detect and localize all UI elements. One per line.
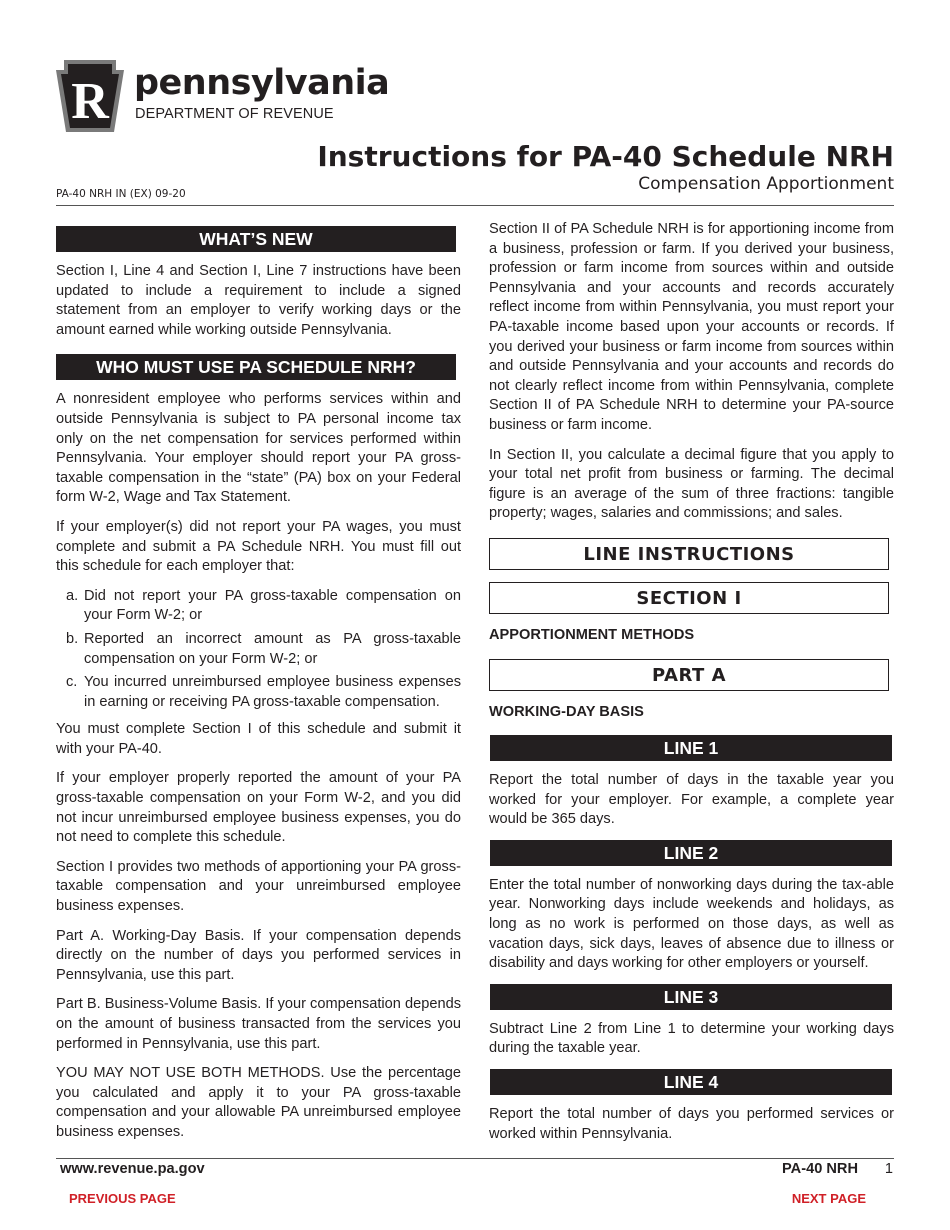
previous-page-link[interactable]: PREVIOUS PAGE [69,1191,176,1206]
list-item [56,673,461,712]
line-2-heading: LINE 2 [490,840,892,866]
header-divider [56,205,894,206]
paragraph: If your employer(s) did not report your PA wages, you must complete and submit a PA Schedule NRH. You must fill out this schedule for each employer that: [56,518,461,575]
list-item-text: You incurred unreimbursed employee business expenses in earning or receiving PA gross-taxable compensation. [84,674,461,710]
page-number: 1 [884,1161,893,1177]
paragraph: A nonresident employee who performs services within and outside Pennsylvania is subject to PA personal income tax only on the net compensation for services performed within Pennsylvania. Your employer should report your PA gross-taxable compensation in the “state” (PA) box on your Federal form W-2, Wage and Tax Statement. [56,391,461,506]
page-title: Instructions for PA-40 Schedule NRH [317,140,894,173]
keystone-logo-icon [56,60,124,132]
paragraph: In Section II, you calculate a decimal figure that you apply to your total net profit from business or farming. The decimal figure is an average of the sum of three fractions: tangible property; wages, salaries and commissions; and sales. [489,446,894,522]
line-1-text: Report the total number of days in the taxable year you worked for your employer. For example, a complete year would be 365 days. [489,772,894,828]
list-marker: b. [66,630,79,647]
website-url: www.revenue.pa.gov [60,1161,205,1177]
footer-divider [56,1158,894,1159]
section-i-heading: SECTION I [489,582,889,614]
line-1-heading: LINE 1 [490,735,892,761]
who-must-use-heading: WHO MUST USE PA SCHEDULE NRH? [56,354,456,380]
employer-conditions-list [56,587,461,713]
line-4-text: Report the total number of days you performed services or worked within Pennsylvania. [489,1106,894,1142]
logo-department: DEPARTMENT OF REVENUE [135,106,334,122]
form-code: PA-40 NRH IN (EX) 09-20 [56,188,186,200]
page-subtitle: Compensation Apportionment [638,174,894,194]
list-item [56,630,461,669]
right-column [489,220,894,1154]
paragraph: Part A. Working-Day Basis. If your compensation depends directly on the number of days you performed services in Pennsylvania, use this part. [56,927,461,983]
list-item [56,587,461,626]
footer-form-name: PA-40 NRH [782,1161,858,1177]
paragraph: Part B. Business-Volume Basis. If your compensation depends on the amount of business transacted from the services you performed in Pennsylvania, use this part. [56,996,461,1052]
line-3-heading: LINE 3 [490,984,892,1010]
whats-new-heading: WHAT’S NEW [56,226,456,252]
list-marker: c. [66,674,78,691]
list-item-text: Did not report your PA gross-taxable compensation on your Form W-2; or [84,587,461,624]
apportionment-methods-heading: APPORTIONMENT METHODS [489,626,695,643]
line-3-text: Subtract Line 2 from Line 1 to determine your working days during the taxable year. [489,1020,894,1057]
svg-text:R: R [71,73,109,130]
paragraph: Section I provides two methods of apportioning your PA gross-taxable compensation and your unreimbursed employee business expenses. [56,858,461,915]
whats-new-text: Section I, Line 4 and Section I, Line 7 instructions have been updated to include a requirement to include a signed statement from an employer to verify working days or the amount earned while working outside Pennsylvania. [56,263,461,338]
working-day-basis-heading: WORKING-DAY BASIS [489,703,644,720]
paragraph: Section II of PA Schedule NRH is for apportioning income from a business, profession or farm. If you derived your business, profession or farm income from sources within and outside Pennsylvania and your accounts and records accurately reflect income from within Pennsylvania, you must report your PA-taxable income based upon your accounts or records. If you derived your business or farm income from sources within and outside Pennsylvania and your accounts and records do not clearly reflect income from within Pennsylvania, complete Section II of PA Schedule NRH to determine your PA-source business or farm income. [489,221,894,433]
paragraph: You must complete Section I of this schedule and submit it with your PA-40. [56,721,461,757]
paragraph: If your employer properly reported the amount of your PA gross-taxable compensation on your Form W-2, and you did not incur unreimbursed employee business expenses, you do not need to complete this schedule. [56,770,461,846]
line-instructions-heading: LINE INSTRUCTIONS [489,538,889,570]
paragraph: YOU MAY NOT USE BOTH METHODS. Use the percentage you calculated and apply it to your PA gross-taxable compensation and your allowable PA unreimbursed employee business expenses. [56,1065,461,1140]
left-column [56,226,461,1153]
logo-state-name: pennsylvania [134,63,390,103]
line-4-heading: LINE 4 [490,1069,892,1095]
line-2-text: Enter the total number of nonworking days during the tax-able year. Nonworking days include weekends and holidays, as long as no work is performed on those days, as well as vacation days, sick days, leaves of absence due to illness or disability and days working for other employers or yourself. [489,876,894,972]
list-marker: a. [66,587,79,604]
part-a-heading: PART A [489,659,889,691]
next-page-link[interactable]: NEXT PAGE [791,1191,866,1206]
list-item-text: Reported an incorrect amount as PA gross-taxable compensation on your Form W-2; or [84,630,461,667]
